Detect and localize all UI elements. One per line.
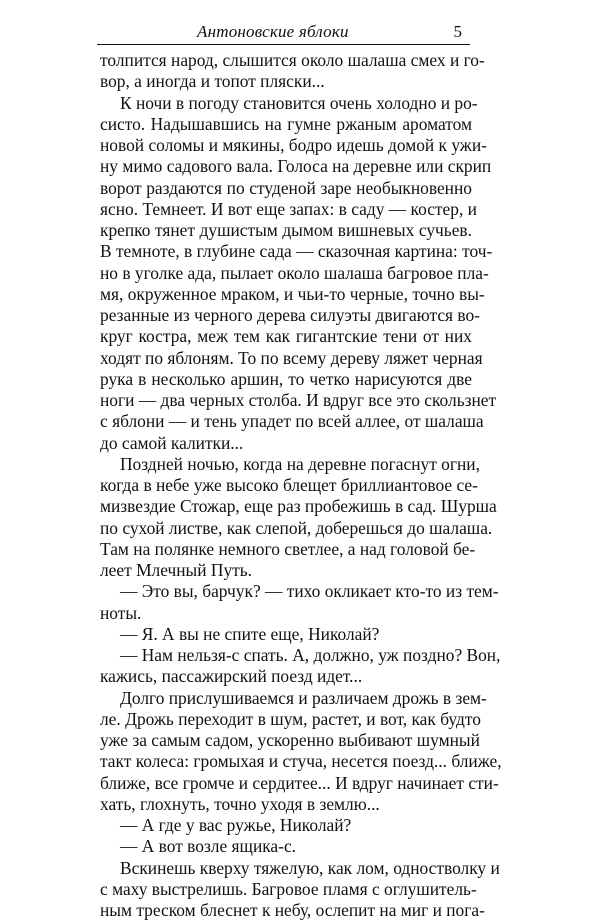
text-line: рука в несколько аршин, то четко нарисуются две <box>100 369 472 390</box>
paragraph <box>100 645 472 688</box>
text-line: — Я. А вы не спите еще, Николай? <box>100 624 472 645</box>
text-line: В темноте, в глубине сада — сказочная картина: точ- <box>100 241 472 262</box>
text-line: но в уголке ада, пылает около шалаша багровое пла- <box>100 263 472 284</box>
text-line: уже за самым садом, ускоренно выбивают шумный <box>100 730 472 751</box>
paragraph <box>100 93 472 454</box>
text-line: ворот раздаются по студеной заре необыкновенно <box>100 178 472 199</box>
text-line: мя, окруженное мраком, и чьи-то черные, точно вы- <box>100 284 472 305</box>
text-line: Там на полянке немного светлее, а над головой бе- <box>100 539 472 560</box>
text-line: Поздней ночью, когда на деревне погаснут огни, <box>100 454 472 475</box>
page-header <box>97 14 470 45</box>
text-line: К ночи в погоду становится очень холодно и ро- <box>100 93 472 114</box>
page-number: 5 <box>454 22 463 42</box>
text-line: резанные из черного дерева силуэты двигаются во- <box>100 305 472 326</box>
paragraph <box>100 815 472 836</box>
text-line: до самой калитки... <box>100 433 472 454</box>
text-line: ноги — два черных столба. И вдруг все это скользнет <box>100 390 472 411</box>
text-line: когда в небе уже высоко блещет бриллиантовое се- <box>100 475 472 496</box>
body-text <box>100 50 472 921</box>
text-line: ну мимо садового вала. Голоса на деревне или скрип <box>100 156 472 177</box>
text-line: ближе, все громче и сердитее... И вдруг начинает сти- <box>100 773 472 794</box>
text-line: — А вот возле ящика-с. <box>100 836 472 857</box>
paragraph <box>100 581 472 624</box>
text-line: ходят по яблоням. То по всему дереву ляжет черная <box>100 348 472 369</box>
text-line: Долго прислушиваемся и различаем дрожь в зем- <box>100 688 472 709</box>
text-line: вор, а иногда и топот пляски... <box>100 71 472 92</box>
text-line: круг костра, меж тем как гигантские тени от них <box>100 326 472 347</box>
text-line: — Это вы, барчук? — тихо окликает кто-то из тем- <box>100 581 472 602</box>
text-line: Вскинешь кверху тяжелую, как лом, одностволку и <box>100 858 472 879</box>
text-line: хать, глохнуть, точно уходя в землю... <box>100 794 472 815</box>
paragraph <box>100 688 472 816</box>
text-line: — Нам нельзя-с спать. А, должно, уж поздно? Вон, <box>100 645 472 666</box>
text-line: кажись, пассажирский поезд идет... <box>100 666 472 687</box>
text-line: по сухой листве, как слепой, доберешься до шалаша. <box>100 518 472 539</box>
text-line: — А где у вас ружье, Николай? <box>100 815 472 836</box>
text-line: с маху выстрелишь. Багровое пламя с оглушитель- <box>100 879 472 900</box>
text-line: новой соломы и мякины, бодро идешь домой к ужи- <box>100 135 472 156</box>
text-line: ным треском блеснет к небу, ослепит на миг и пога- <box>100 900 472 921</box>
running-title: Антоновские яблоки <box>197 22 349 42</box>
text-line: ясно. Темнеет. И вот еще запах: в саду — костер, и <box>100 199 472 220</box>
text-line: ле. Дрожь переходит в шум, растет, и вот, как будто <box>100 709 472 730</box>
text-line: мизвездие Стожар, еще раз пробежишь в сад. Шурша <box>100 496 472 517</box>
paragraph <box>100 50 472 93</box>
text-line: ноты. <box>100 603 472 624</box>
paragraph <box>100 624 472 645</box>
text-line: такт колеса: громыхая и стуча, несется поезд... ближе, <box>100 751 472 772</box>
paragraph <box>100 858 472 921</box>
paragraph <box>100 454 472 582</box>
paragraph <box>100 836 472 857</box>
text-line: крепко тянет душистым дымом вишневых сучьев. <box>100 220 472 241</box>
text-line: леет Млечный Путь. <box>100 560 472 581</box>
text-line: с яблони — и тень упадет по всей аллее, от шалаша <box>100 411 472 432</box>
text-line: толпится народ, слышится около шалаша смех и го- <box>100 50 472 71</box>
text-line: систо. Надышавшись на гумне ржаным ароматом <box>100 114 472 135</box>
